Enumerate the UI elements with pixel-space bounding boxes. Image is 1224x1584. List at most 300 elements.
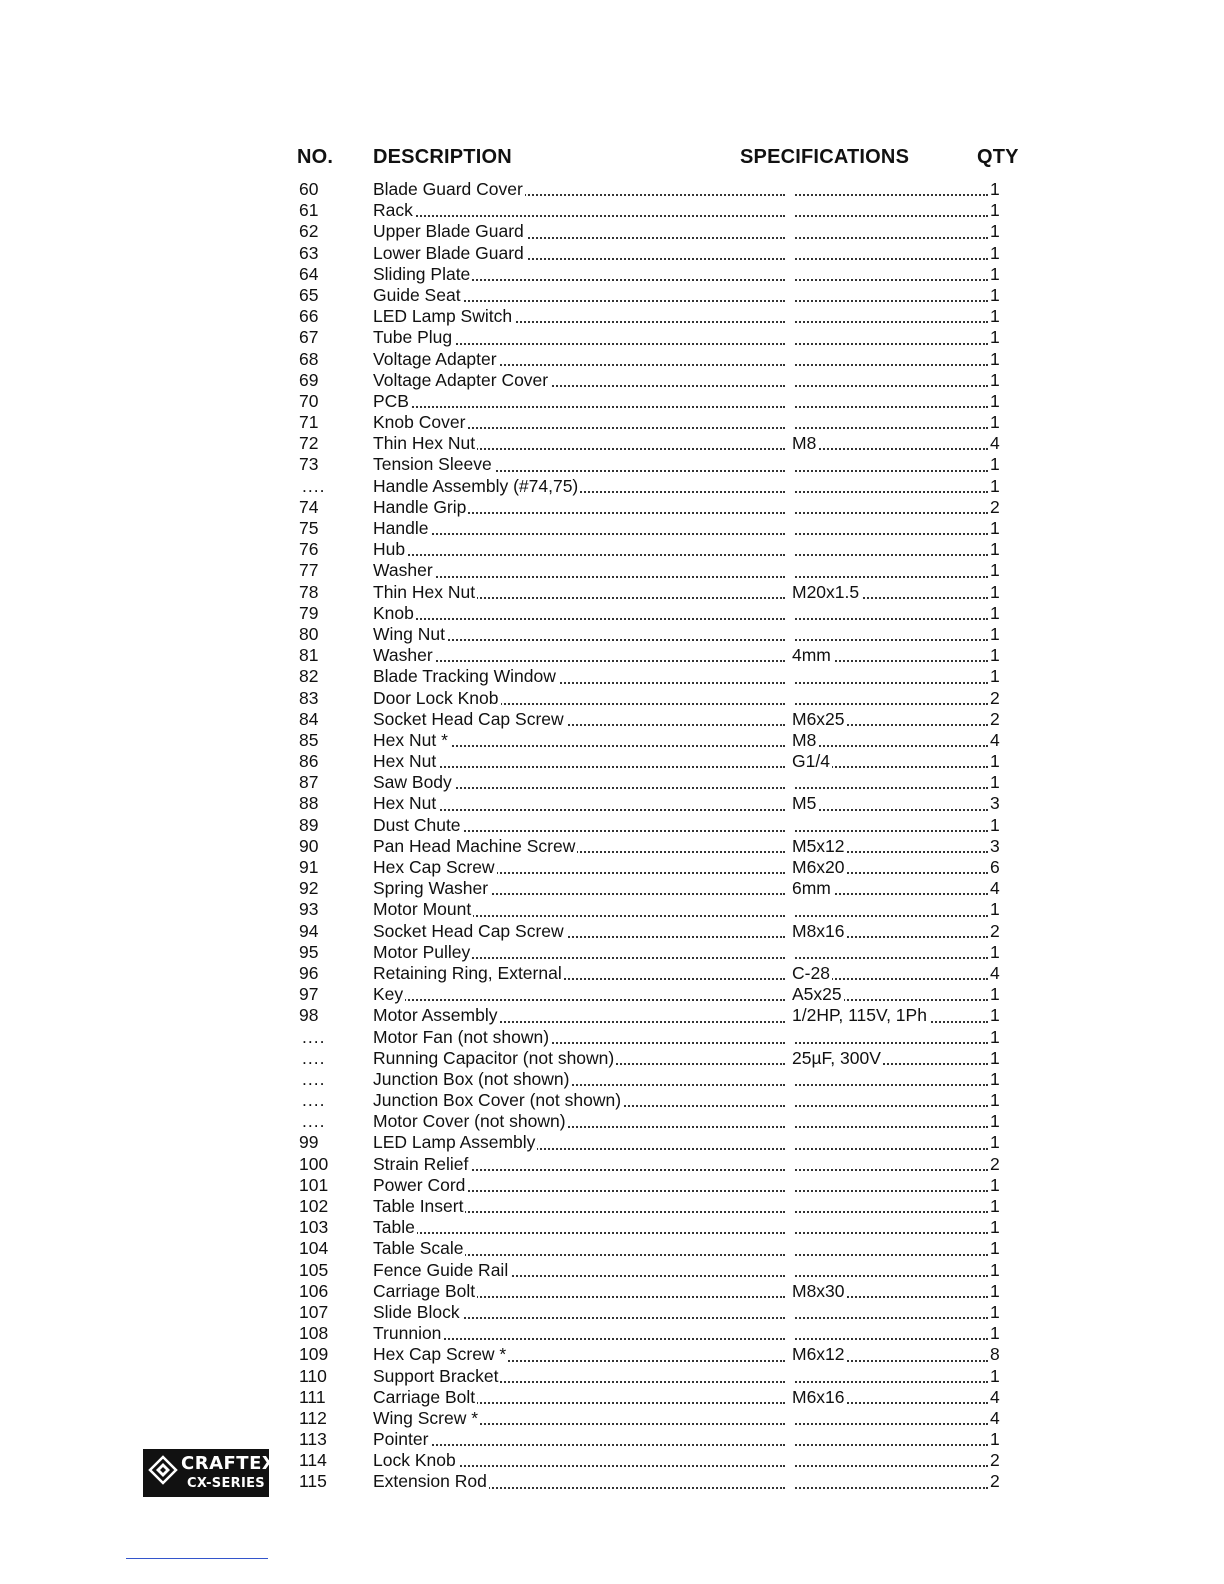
part-specification: [792, 1238, 988, 1259]
part-specification: [792, 921, 988, 942]
part-specification: [792, 433, 988, 454]
part-quantity: 2: [990, 496, 1000, 517]
part-specification-text: M6x20: [792, 857, 845, 877]
table-row: [0, 1260, 1224, 1281]
part-number: ....: [302, 1111, 326, 1132]
part-number: 96: [299, 962, 319, 983]
part-number: 70: [299, 390, 319, 411]
part-specification-text: [792, 327, 794, 347]
part-description: [373, 1387, 787, 1408]
part-description: [373, 200, 787, 221]
part-description-text: Tube Plug: [373, 327, 453, 348]
part-description-text: Pointer: [373, 1429, 429, 1450]
part-number: 79: [299, 602, 319, 623]
part-description: [373, 412, 787, 433]
part-specification: [792, 327, 988, 348]
part-description: [373, 688, 787, 709]
part-specification: [792, 1217, 988, 1238]
part-description-text: Guide Seat: [373, 284, 461, 305]
part-number: 105: [299, 1259, 329, 1280]
table-row: [0, 603, 1224, 624]
part-specification: [792, 666, 988, 687]
part-description: [373, 433, 787, 454]
part-number: 107: [299, 1301, 329, 1322]
part-description: [373, 476, 787, 497]
part-description-text: Socket Head Cap Screw: [373, 708, 564, 729]
table-row: [0, 1111, 1224, 1132]
header-description: DESCRIPTION: [373, 146, 512, 168]
part-description: [373, 1069, 787, 1090]
part-quantity: 4: [990, 878, 1000, 899]
parts-table: [0, 179, 1224, 1493]
table-row: [0, 1238, 1224, 1259]
part-description: [373, 497, 787, 518]
table-row: [0, 730, 1224, 751]
part-description-text: Voltage Adapter Cover: [373, 369, 549, 390]
part-description: [373, 582, 787, 603]
part-specification: [792, 582, 988, 603]
part-specification: [792, 1154, 988, 1175]
part-description: [373, 454, 787, 475]
part-specification: [792, 603, 988, 624]
part-number: 65: [299, 284, 319, 305]
part-quantity: 1: [990, 1111, 1000, 1132]
part-number: ....: [302, 1047, 326, 1068]
part-specification-text: [792, 1260, 794, 1280]
part-quantity: 1: [990, 475, 1000, 496]
part-description-text: Hex Nut: [373, 793, 437, 814]
part-description: [373, 518, 787, 539]
part-description: [373, 1154, 787, 1175]
part-specification: [792, 899, 988, 920]
part-quantity: 4: [990, 433, 1000, 454]
part-number: 78: [299, 581, 319, 602]
part-description: [373, 221, 787, 242]
part-specification-text: [792, 560, 794, 580]
part-quantity: 3: [990, 835, 1000, 856]
part-description: [373, 1132, 787, 1153]
part-description: [373, 1408, 787, 1429]
part-quantity: 2: [990, 1471, 1000, 1492]
part-number: 103: [299, 1217, 329, 1238]
part-description-text: Upper Blade Guard: [373, 221, 524, 242]
part-specification-text: [792, 1302, 794, 1322]
part-specification: [792, 1302, 988, 1323]
part-specification: [792, 1323, 988, 1344]
part-specification: [792, 264, 988, 285]
table-row: [0, 349, 1224, 370]
part-number: 102: [299, 1196, 329, 1216]
part-description: [373, 264, 787, 285]
part-specification-text: [792, 772, 794, 792]
part-specification-text: M6x16: [792, 1386, 845, 1407]
part-description: [373, 327, 787, 348]
part-specification-text: M5: [792, 793, 817, 814]
part-description-text: Handle Grip: [373, 496, 467, 517]
part-quantity: 2: [990, 708, 1000, 729]
part-specification-text: [792, 200, 794, 220]
part-number: 110: [299, 1365, 327, 1386]
part-description: [373, 1450, 787, 1471]
part-quantity: 1: [990, 1217, 1000, 1238]
part-specification-text: G1/4: [792, 751, 830, 772]
part-quantity: 1: [990, 623, 1000, 644]
part-specification: [792, 1175, 988, 1196]
part-number: 115: [299, 1471, 327, 1492]
table-row: [0, 221, 1224, 242]
part-number: ....: [302, 1090, 326, 1111]
part-description: [373, 1196, 787, 1217]
part-description: [373, 984, 787, 1005]
table-row: [0, 645, 1224, 666]
table-row: [0, 857, 1224, 878]
part-description-text: Voltage Adapter: [373, 348, 497, 369]
part-specification: [792, 1027, 988, 1048]
part-specification-text: M8x30: [792, 1280, 845, 1301]
part-number: 94: [299, 920, 319, 941]
part-number: ....: [302, 1068, 326, 1089]
table-row: [0, 1048, 1224, 1069]
part-description: [373, 1344, 787, 1365]
part-quantity: 1: [990, 284, 1000, 305]
part-description: [373, 560, 787, 581]
part-description-text: Door Lock Knob: [373, 687, 499, 708]
part-number: 89: [299, 814, 319, 835]
part-specification: [792, 518, 988, 539]
part-specification-text: [792, 518, 794, 538]
part-description-text: Lower Blade Guard: [373, 242, 524, 263]
part-number: 71: [299, 412, 319, 433]
part-description: [373, 942, 787, 963]
part-specification-text: [792, 306, 794, 326]
part-description: [373, 730, 787, 751]
part-specification: [792, 1366, 988, 1387]
part-quantity: 1: [990, 1196, 1000, 1216]
part-description-text: Knob Cover: [373, 412, 466, 433]
part-description-text: Power Cord: [373, 1174, 466, 1195]
part-quantity: 4: [990, 729, 1000, 750]
part-specification: [792, 793, 988, 814]
table-row: [0, 1175, 1224, 1196]
part-specification: [792, 1132, 988, 1153]
part-description-text: Junction Box Cover (not shown): [373, 1090, 622, 1111]
part-specification-text: [792, 1450, 794, 1470]
part-specification: [792, 349, 988, 370]
part-quantity: 1: [990, 581, 1000, 602]
part-description: [373, 815, 787, 836]
part-description-text: Sliding Plate: [373, 263, 471, 284]
part-specification: [792, 1408, 988, 1429]
table-row: [0, 984, 1224, 1005]
part-specification-text: M20x1.5: [792, 581, 860, 602]
part-number: 69: [299, 369, 319, 390]
table-row: [0, 370, 1224, 391]
part-specification: [792, 1281, 988, 1302]
part-specification: [792, 1005, 988, 1026]
table-row: [0, 772, 1224, 793]
table-row: [0, 709, 1224, 730]
table-header: [0, 146, 1224, 172]
part-specification: [792, 476, 988, 497]
part-number: 95: [299, 941, 319, 962]
part-quantity: 2: [990, 1450, 1000, 1471]
table-row: [0, 624, 1224, 645]
part-description-text: Carriage Bolt: [373, 1386, 476, 1407]
part-number: 86: [299, 751, 319, 772]
part-specification: [792, 539, 988, 560]
part-specification: [792, 772, 988, 793]
table-row: [0, 815, 1224, 836]
part-number: 61: [299, 200, 319, 221]
part-specification-text: [792, 1217, 794, 1237]
part-quantity: 1: [990, 1090, 1000, 1111]
part-specification-text: [792, 285, 794, 305]
part-specification: [792, 560, 988, 581]
table-row: [0, 1429, 1224, 1450]
part-quantity: 4: [990, 962, 1000, 983]
part-description-text: LED Lamp Switch: [373, 306, 513, 327]
part-quantity: 1: [990, 412, 1000, 433]
part-description: [373, 1429, 787, 1450]
table-row: [0, 476, 1224, 497]
part-specification-text: [792, 454, 794, 474]
part-description: [373, 1323, 787, 1344]
table-row: [0, 560, 1224, 581]
part-description-text: PCB: [373, 390, 409, 411]
part-quantity: 1: [990, 327, 1000, 348]
part-description-text: Table Scale: [373, 1238, 464, 1259]
part-number: ....: [302, 475, 326, 496]
table-row: [0, 921, 1224, 942]
header-specifications: SPECIFICATIONS: [740, 146, 910, 168]
table-row: [0, 1344, 1224, 1365]
part-description-text: Motor Mount: [373, 899, 472, 920]
part-description: [373, 1027, 787, 1048]
craftex-diamond-logo-icon: [148, 1455, 178, 1485]
part-description: [373, 878, 787, 899]
part-description: [373, 603, 787, 624]
part-description: [373, 645, 787, 666]
header-qty: QTY: [977, 146, 1019, 168]
part-specification: [792, 815, 988, 836]
part-number: 113: [299, 1429, 327, 1450]
part-number: ....: [302, 1026, 326, 1047]
part-specification: [792, 497, 988, 518]
part-quantity: 1: [990, 242, 1000, 263]
part-quantity: 1: [990, 390, 1000, 411]
part-quantity: 2: [990, 687, 1000, 708]
part-description: [373, 772, 787, 793]
part-description-text: Slide Block: [373, 1301, 460, 1322]
part-description: [373, 1111, 787, 1132]
part-quantity: 1: [990, 560, 1000, 581]
table-row: [0, 582, 1224, 603]
part-specification: [792, 1429, 988, 1450]
part-number: 60: [299, 179, 319, 199]
part-description-text: LED Lamp Assembly: [373, 1132, 536, 1153]
part-specification: [792, 1048, 988, 1069]
table-row: [0, 963, 1224, 984]
part-quantity: 8: [990, 1344, 1000, 1365]
part-specification-text: [792, 688, 794, 708]
part-specification-text: [792, 1154, 794, 1174]
part-quantity: 1: [990, 539, 1000, 560]
part-description: [373, 899, 787, 920]
part-description-text: Handle Assembly (#74,75): [373, 475, 579, 496]
part-description-text: Motor Pulley: [373, 941, 471, 962]
part-description-text: Carriage Bolt: [373, 1280, 476, 1301]
part-description-text: Knob: [373, 602, 414, 623]
part-description-text: Trunnion: [373, 1323, 442, 1344]
footer-rule: [126, 1558, 268, 1559]
part-specification: [792, 1069, 988, 1090]
part-quantity: 1: [990, 602, 1000, 623]
part-specification: [792, 963, 988, 984]
part-specification-text: [792, 1323, 794, 1343]
part-specification-text: [792, 1238, 794, 1258]
part-description-text: Tension Sleeve: [373, 454, 492, 475]
part-specification: [792, 454, 988, 475]
part-specification-text: 6mm: [792, 878, 831, 899]
part-quantity: 1: [990, 263, 1000, 284]
part-specification: [792, 243, 988, 264]
part-quantity: 1: [990, 1132, 1000, 1153]
part-number: 106: [299, 1280, 329, 1301]
table-row: [0, 1366, 1224, 1387]
part-number: 83: [299, 687, 319, 708]
part-specification-text: M8: [792, 433, 817, 454]
part-number: 88: [299, 793, 319, 814]
table-row: [0, 285, 1224, 306]
part-description: [373, 666, 787, 687]
part-specification-text: [792, 942, 794, 962]
part-description: [373, 1471, 787, 1492]
table-row: [0, 518, 1224, 539]
part-specification-text: [792, 1408, 794, 1428]
part-description: [373, 793, 787, 814]
table-row: [0, 243, 1224, 264]
part-description: [373, 836, 787, 857]
part-description: [373, 1217, 787, 1238]
part-specification-text: [792, 1175, 794, 1195]
part-quantity: 1: [990, 1259, 1000, 1280]
part-description-text: Key: [373, 984, 404, 1005]
part-number: 90: [299, 835, 319, 856]
part-description-text: Socket Head Cap Screw: [373, 920, 564, 941]
header-no: NO.: [297, 146, 334, 168]
part-description-text: Blade Tracking Window: [373, 666, 556, 687]
part-description-text: Hex Nut *: [373, 729, 448, 750]
part-quantity: 1: [990, 1280, 1000, 1301]
part-number: 82: [299, 666, 319, 687]
part-description: [373, 624, 787, 645]
part-number: 92: [299, 878, 319, 899]
logo-brand-text: CRAFTEX: [181, 1453, 277, 1474]
part-specification: [792, 412, 988, 433]
part-specification-text: [792, 666, 794, 686]
part-specification-text: [792, 497, 794, 517]
table-row: [0, 836, 1224, 857]
part-number: 80: [299, 623, 319, 644]
part-quantity: 1: [990, 1174, 1000, 1195]
craftex-logo: [143, 1449, 277, 1497]
part-specification-text: C-28: [792, 962, 830, 983]
part-specification: [792, 1450, 988, 1471]
part-quantity: 1: [990, 1301, 1000, 1322]
table-row: [0, 688, 1224, 709]
part-specification: [792, 645, 988, 666]
part-specification-text: [792, 603, 794, 623]
part-description: [373, 1260, 787, 1281]
part-description-text: Retaining Ring, External: [373, 962, 562, 983]
part-description: [373, 921, 787, 942]
part-specification-text: [792, 243, 794, 263]
part-quantity: 1: [990, 645, 1000, 666]
part-specification: [792, 285, 988, 306]
part-number: 91: [299, 857, 319, 877]
part-description: [373, 709, 787, 730]
part-specification-text: [792, 349, 794, 369]
part-number: 87: [299, 772, 319, 793]
part-specification: [792, 751, 988, 772]
table-row: [0, 1132, 1224, 1153]
part-specification: [792, 836, 988, 857]
part-number: 72: [299, 433, 319, 454]
part-number: 114: [299, 1450, 327, 1471]
part-specification-text: [792, 476, 794, 496]
part-description-text: Motor Fan (not shown): [373, 1026, 550, 1047]
part-description-text: Dust Chute: [373, 814, 461, 835]
part-specification: [792, 1387, 988, 1408]
part-quantity: 1: [990, 814, 1000, 835]
part-description: [373, 1238, 787, 1259]
part-description-text: Washer: [373, 645, 433, 666]
part-quantity: 1: [990, 1238, 1000, 1259]
part-description-text: Support Bracket: [373, 1365, 499, 1386]
table-row: [0, 942, 1224, 963]
part-quantity: 1: [990, 1026, 1000, 1047]
table-row: [0, 1217, 1224, 1238]
part-specification-text: [792, 370, 794, 390]
part-specification: [792, 306, 988, 327]
part-specification-text: M8: [792, 729, 817, 750]
part-specification-text: [792, 221, 794, 241]
part-description-text: Wing Screw *: [373, 1407, 479, 1428]
part-specification: [792, 1196, 988, 1217]
part-quantity: 1: [990, 306, 1000, 327]
part-specification-text: [792, 1090, 794, 1110]
part-description: [373, 1281, 787, 1302]
part-description: [373, 857, 787, 878]
part-quantity: 1: [990, 751, 1000, 772]
part-quantity: 1: [990, 984, 1000, 1005]
part-description: [373, 1090, 787, 1111]
table-row: [0, 412, 1224, 433]
part-specification: [792, 878, 988, 899]
part-quantity: 1: [990, 666, 1000, 687]
part-description-text: Blade Guard Cover: [373, 179, 523, 199]
part-description-text: Pan Head Machine Screw: [373, 835, 576, 856]
part-quantity: 2: [990, 1153, 1000, 1174]
part-description: [373, 285, 787, 306]
part-description-text: Hex Cap Screw: [373, 857, 495, 877]
part-specification: [792, 391, 988, 412]
table-row: [0, 1027, 1224, 1048]
part-number: 111: [299, 1386, 326, 1407]
part-description: [373, 1366, 787, 1387]
part-description: [373, 243, 787, 264]
table-row: [0, 899, 1224, 920]
